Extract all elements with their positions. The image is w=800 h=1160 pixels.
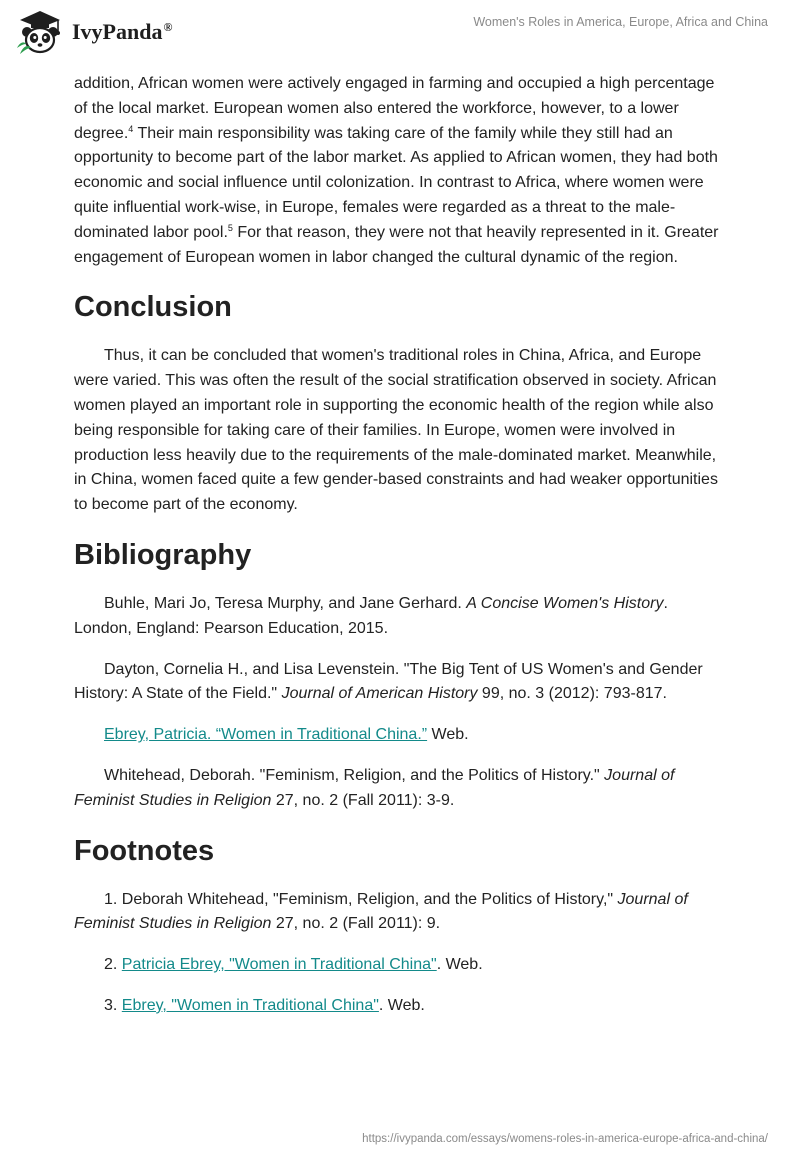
footnote-ref-4[interactable]: 4 xyxy=(128,123,134,134)
bibliography-entry: Ebrey, Patricia. “Women in Traditional China.” Web. xyxy=(104,726,469,744)
intro-paragraph: addition, African women were actively engaged in farming and occupied a high percentage of the local market. European women also entered the workforce, however, to a lower degree.$^4$ Their main responsibility was taking care of the family while they still had an opportunity to become part of the labor market. As applied to African women, they had both economic and social influence until colonization. In contrast to Africa, where women were quite influential work-wise, in Europe, females were regarded as a threat to the male-dominated labor pool.$^5$ For that reason, they were not that heavily represented in it. Greater engagement of European women in labor changed the cultural dynamic of the region. xyxy=(74,75,719,266)
conclusion-heading: Conclusion xyxy=(74,291,232,324)
ivypanda-logo[interactable] xyxy=(14,8,182,56)
source-url[interactable]: https://ivypanda.com/essays/womens-roles-in-america-europe-africa-and-china/ xyxy=(362,1133,768,1145)
footnote-entry: 2. Patricia Ebrey, "Women in Traditional China". Web. xyxy=(104,956,483,974)
footnotes-heading: Footnotes xyxy=(74,834,215,867)
essay-content xyxy=(74,72,724,1035)
footnote-link-ebrey[interactable]: Patricia Ebrey, "Women in Traditional China" xyxy=(121,956,437,974)
footnote-ref-5[interactable]: 5 xyxy=(227,222,233,233)
bibliography-heading: Bibliography xyxy=(74,538,252,571)
conclusion-paragraph: Thus, it can be concluded that women's traditional roles in China, Africa, and Europe were varied. This was often the result of the social stratification observed in society. African women played an important role in supporting the economic health of the region while also being responsible for taking care of their families. In Europe, women were involved in production less heavily due to the requirements of the male-dominated market. Meanwhile, in China, women faced quite a few gender-based constraints and had weaker opportunities to become part of the economy. xyxy=(74,347,718,514)
footnote-entry: 3. Ebrey, "Women in Traditional China". Web. xyxy=(104,996,425,1014)
footnote-link-ebrey[interactable]: Ebrey, "Women in Traditional China" xyxy=(121,996,379,1014)
bibliography-entry: Dayton, Cornelia H., and Lisa Levenstein. "The Big Tent of US Women's and Gender History: A State of the Field." Journal of American History 99, no. 3 (2012): 793-817. xyxy=(74,660,703,703)
document-title: Women's Roles in America, Europe, Africa and China xyxy=(473,15,768,29)
bibliography-entry: Whitehead, Deborah. "Feminism, Religion, and the Politics of History." Journal of Feminist Studies in Religion 27, no. 2 (Fall 2011): 3-9. xyxy=(74,766,675,809)
bibliography-entry: Buhle, Mari Jo, Teresa Murphy, and Jane Gerhard. A Concise Women's History. London, England: Pearson Education, 2015. xyxy=(74,594,668,637)
footnote-entry: 1. Deborah Whitehead, "Feminism, Religion, and the Politics of History," Journal of Feminist Studies in Religion 27, no. 2 (Fall 2011): 9. xyxy=(74,890,688,933)
bibliography-link-ebrey[interactable]: Ebrey, Patricia. “Women in Traditional China.” xyxy=(104,726,428,744)
panda-graduation-cap-icon xyxy=(14,8,66,56)
page-header xyxy=(0,0,800,64)
brand-name: IvyPanda® xyxy=(72,19,173,44)
